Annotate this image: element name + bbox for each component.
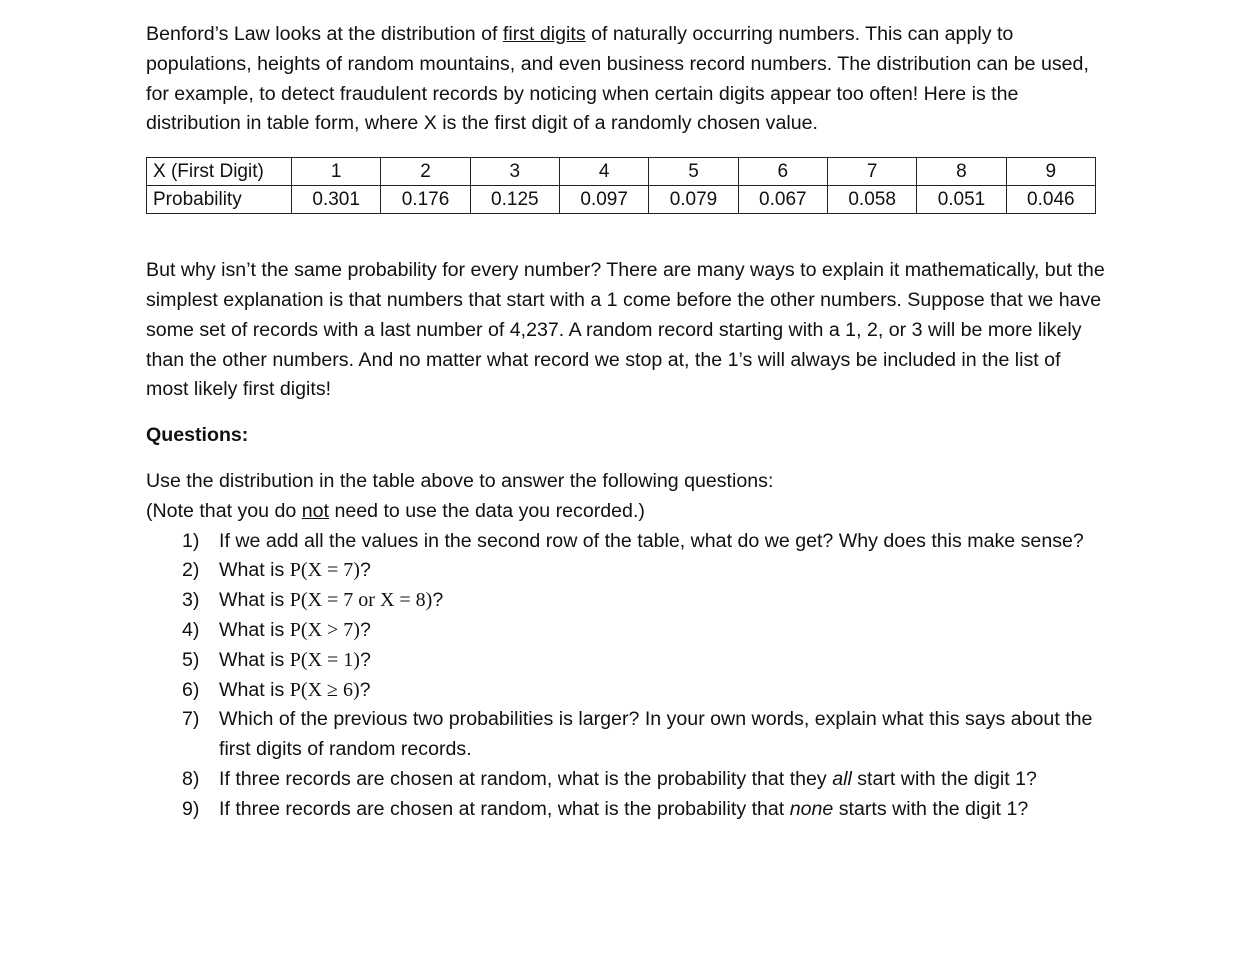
question-number: 6) xyxy=(182,678,200,701)
question-number: 9) xyxy=(182,797,200,820)
question-text: What is xyxy=(219,559,290,582)
distribution-table xyxy=(146,157,1096,214)
instructions-line-2 xyxy=(146,497,1106,527)
row-label-digit: X (First Digit) xyxy=(147,158,292,186)
instructions-text-b: need to use the data you recorded.) xyxy=(329,499,645,522)
instructions-text-a: (Note that you do xyxy=(146,499,302,522)
question-end: ? xyxy=(359,618,371,641)
digit-cell: 7 xyxy=(827,158,916,186)
question-text: What is xyxy=(219,678,290,701)
question-6 xyxy=(146,676,1106,706)
question-group-3 xyxy=(146,646,1106,765)
question-end: ? xyxy=(432,589,444,612)
question-text-a: If three records are chosen at random, what is the probability that they xyxy=(219,767,833,790)
digit-cell: 2 xyxy=(381,158,470,186)
probability-cell: 0.067 xyxy=(738,186,827,214)
question-4 xyxy=(146,616,1106,646)
question-number: 4) xyxy=(182,618,200,641)
question-number: 8) xyxy=(182,767,200,790)
question-text: Which of the previous two probabilities is larger? In your own words, explain what this says about the first digits of random records. xyxy=(219,708,1093,761)
question-group-2 xyxy=(146,556,1106,645)
question-group-4 xyxy=(146,765,1106,825)
question-5 xyxy=(146,646,1106,676)
probability-cell: 0.301 xyxy=(292,186,381,214)
explanation-paragraph: But why isn’t the same probability for every number? There are many ways to explain it mathematically, but the simplest explanation is that numbers that start with a 1 come before the other numbers. Suppose that we have some set of records with a last number of 4,237. A random record starting with a 1, 2, or 3 will be more likely than the other numbers. And no matter what record we stop at, the 1’s will always be included in the list of most likely first digits! xyxy=(146,259,1105,401)
math-expression: P(X = 1) xyxy=(289,648,360,671)
question-2 xyxy=(146,556,1106,586)
probability-cell: 0.046 xyxy=(1006,186,1095,214)
row-label-probability: Probability xyxy=(147,186,292,214)
question-text-a: If three records are chosen at random, what is the probability that xyxy=(219,797,790,820)
question-8 xyxy=(146,765,1106,795)
digit-cell: 8 xyxy=(917,158,1006,186)
instructions-line-1: Use the distribution in the table above to answer the following questions: xyxy=(146,469,774,492)
digit-cell: 1 xyxy=(292,158,381,186)
question-number: 2) xyxy=(182,559,200,582)
intro-text-2: of naturally occurring numbers. This can apply to populations, heights of random mountains, and even business record numbers. The distribution can be used, for example, to detect fraudulent records by noticing when certain digits appear too often! Here is the distribution in table form, where X is the first digit of a randomly chosen value. xyxy=(146,23,1089,135)
question-text: If we add all the values in the second row of the table, what do we get? Why does this make sense? xyxy=(219,529,1084,552)
question-9 xyxy=(146,795,1106,825)
digit-cell: 9 xyxy=(1006,158,1095,186)
instructions xyxy=(146,467,1106,527)
intro-paragraph xyxy=(146,20,1106,139)
probability-cell: 0.125 xyxy=(470,186,559,214)
question-3 xyxy=(146,586,1106,616)
digit-row xyxy=(147,158,1096,186)
probability-cell: 0.051 xyxy=(917,186,1006,214)
emphasis-all: all xyxy=(832,767,852,790)
digit-cell: 4 xyxy=(559,158,648,186)
first-digits-underline: first digits xyxy=(502,23,586,45)
question-text: What is xyxy=(219,589,290,612)
digit-cell: 3 xyxy=(470,158,559,186)
math-expression: P(X = 7) xyxy=(289,559,360,582)
question-7 xyxy=(146,705,1106,765)
probability-cell: 0.079 xyxy=(649,186,738,214)
question-group-1 xyxy=(146,527,1106,557)
questions-heading: Questions: xyxy=(146,424,249,447)
emphasis-none: none xyxy=(789,797,834,820)
question-text-b: starts with the digit 1? xyxy=(833,797,1029,820)
worksheet-page xyxy=(146,20,1106,825)
question-end: ? xyxy=(359,559,371,582)
math-expression: P(X = 7 or X = 8) xyxy=(289,589,433,612)
question-text: What is xyxy=(219,618,290,641)
digit-cell: 5 xyxy=(649,158,738,186)
question-end: ? xyxy=(359,648,371,671)
probability-cell: 0.176 xyxy=(381,186,470,214)
probability-cell: 0.097 xyxy=(559,186,648,214)
math-expression: P(X > 7) xyxy=(289,618,360,641)
question-text-b: start with the digit 1? xyxy=(851,767,1037,790)
probability-row xyxy=(147,186,1096,214)
question-1 xyxy=(146,527,1106,557)
question-number: 7) xyxy=(182,708,200,731)
probability-cell: 0.058 xyxy=(827,186,916,214)
question-end: ? xyxy=(359,678,371,701)
question-number: 1) xyxy=(182,529,200,552)
question-text: What is xyxy=(219,648,290,671)
not-underline: not xyxy=(301,499,330,522)
question-number: 3) xyxy=(182,589,200,612)
question-number: 5) xyxy=(182,648,200,671)
digit-cell: 6 xyxy=(738,158,827,186)
intro-text-1: Benford’s Law looks at the distribution of xyxy=(146,23,503,45)
math-expression: P(X ≥ 6) xyxy=(289,678,360,701)
